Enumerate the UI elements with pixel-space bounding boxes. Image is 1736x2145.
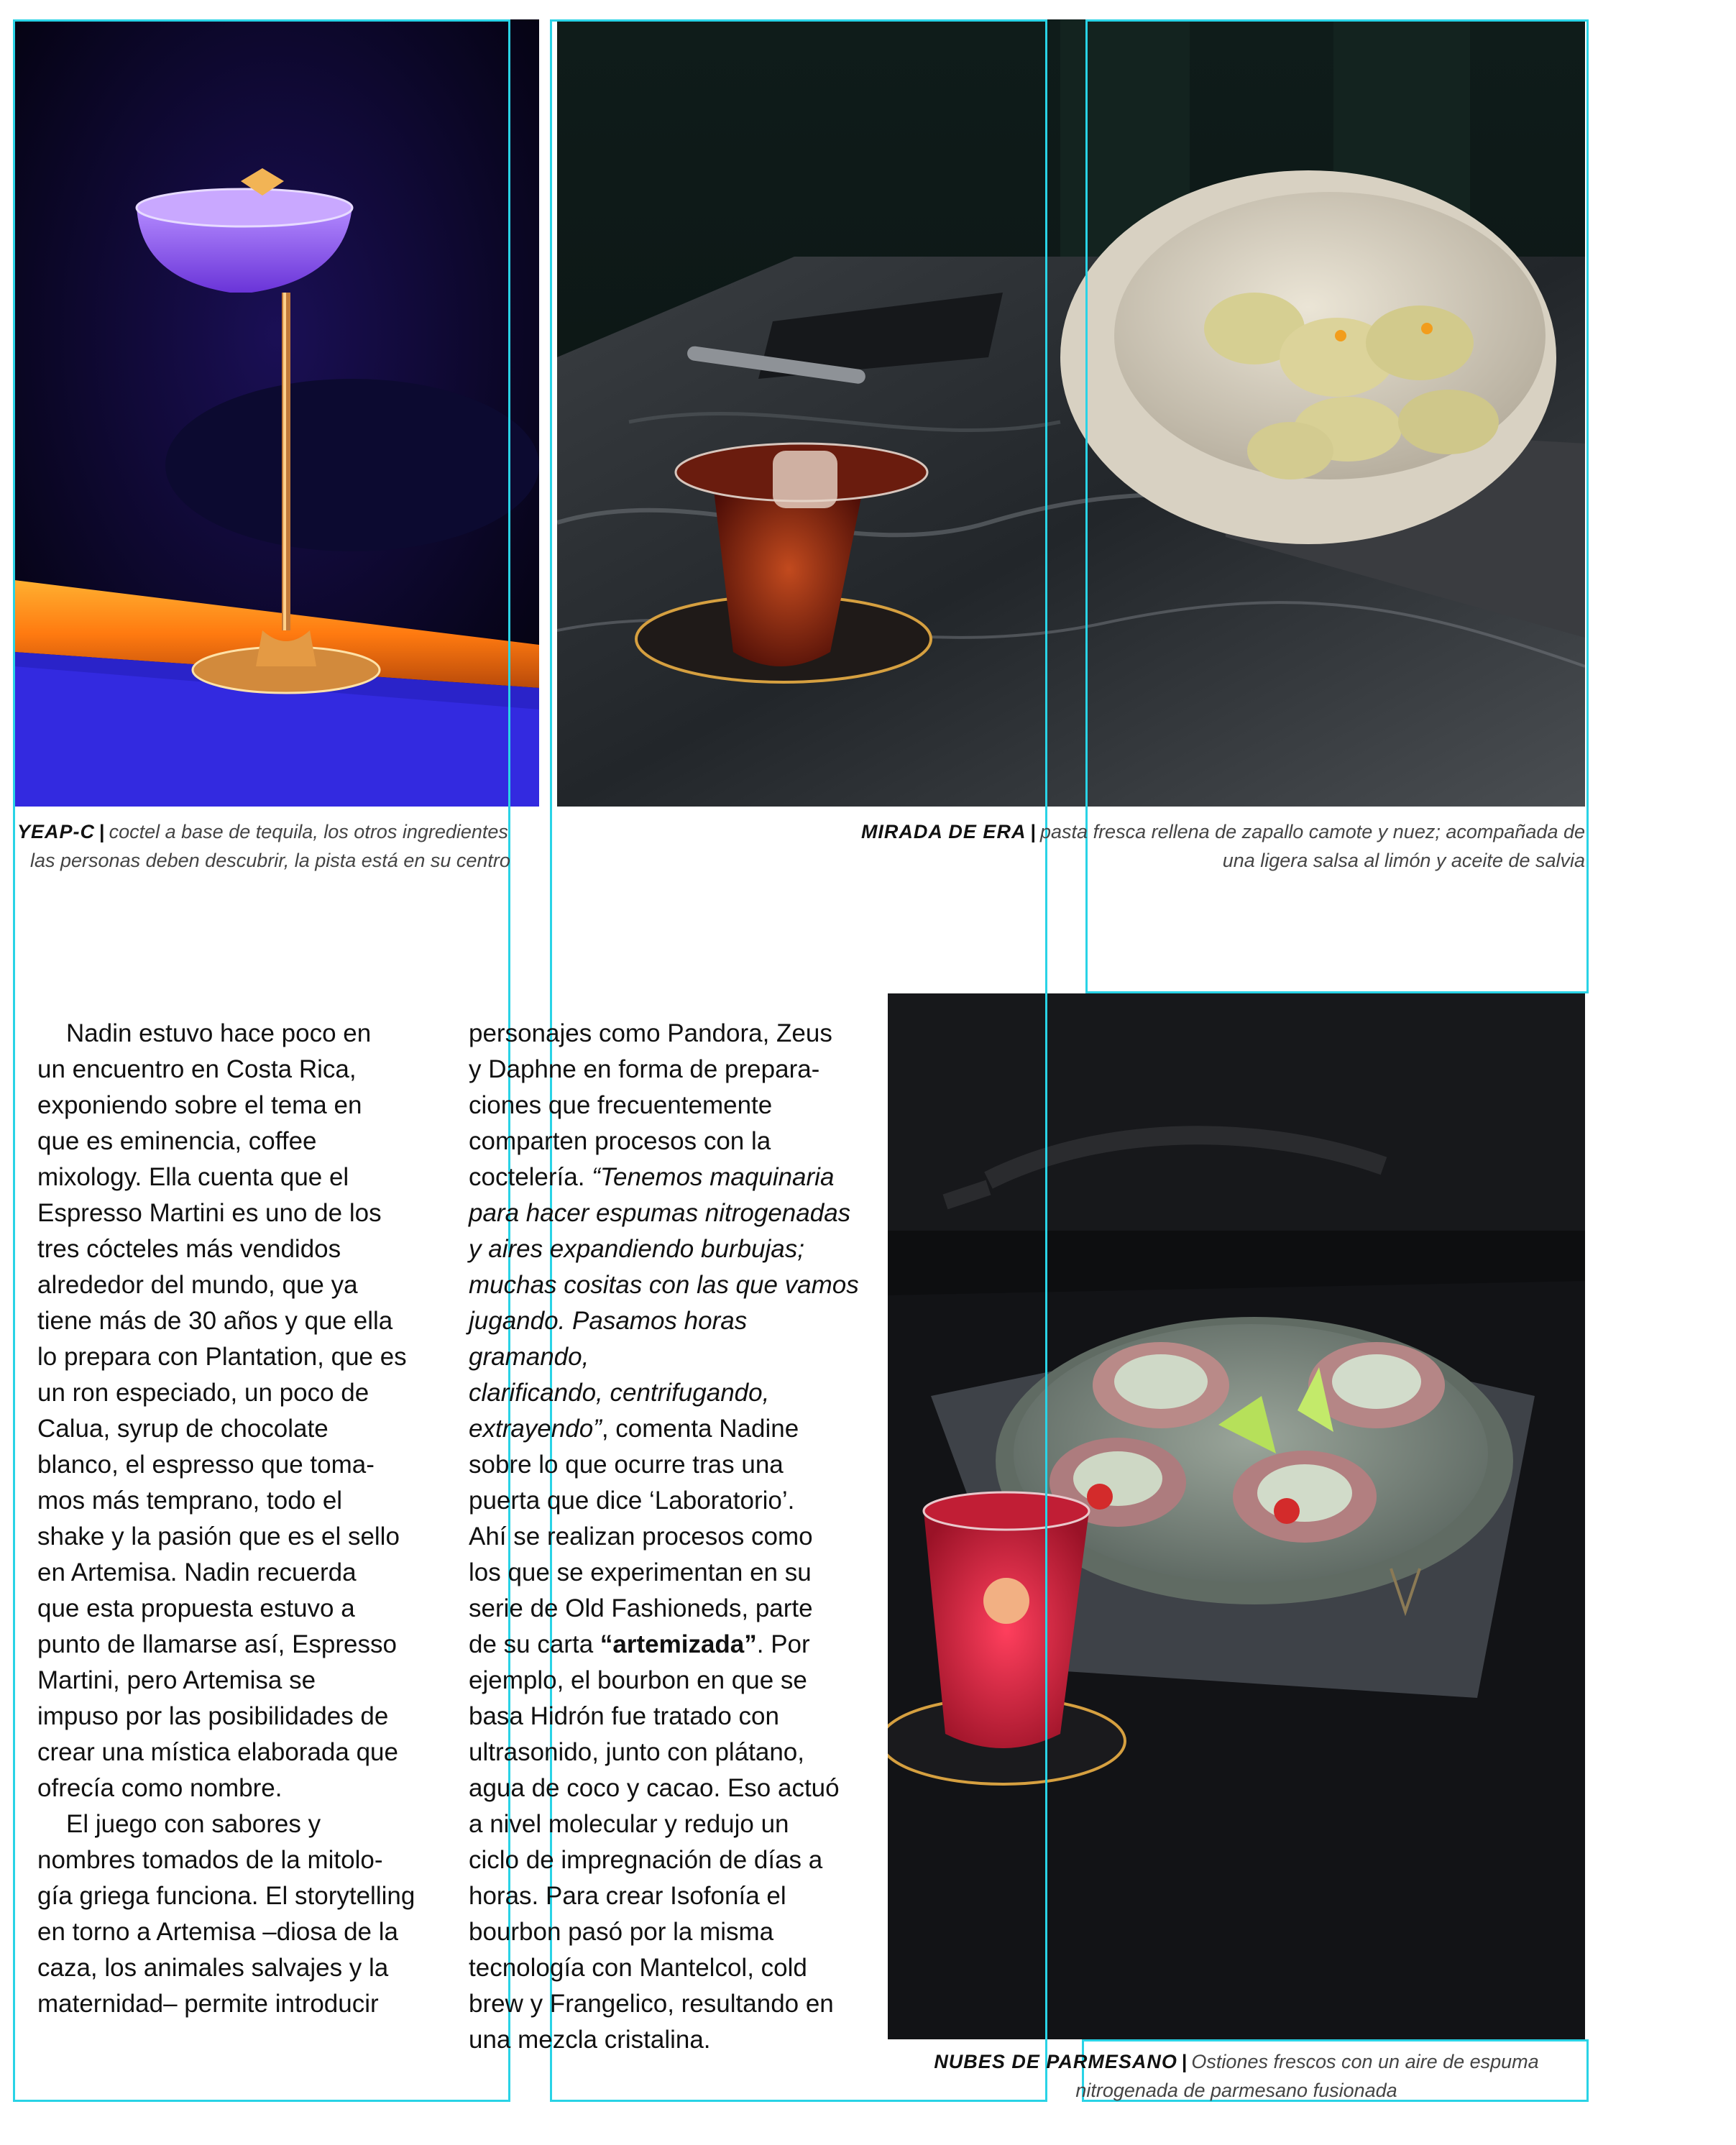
body-line: Calua, syrup de chocolate [37, 1415, 329, 1443]
body-line: bourbon pasó por la misma [469, 1918, 774, 1946]
body-line: un ron especiado, un poco de [37, 1379, 369, 1407]
body-line [469, 1303, 871, 1375]
caption-title: NUBES DE PARMESANO [934, 2051, 1177, 2072]
body-line: exponiendo sobre el tema en [37, 1091, 362, 1119]
caption-mirada-de-era [719, 817, 1585, 875]
body-line: ejemplo, el bourbon en que se [469, 1666, 807, 1694]
body-line: Espresso Martini es uno de los [37, 1199, 382, 1227]
body-line: puerta que dice ‘Laboratorio’. [469, 1487, 795, 1515]
body-line: alrededor del mundo, que ya [37, 1271, 358, 1299]
caption-title: YEAP-C [17, 821, 96, 842]
body-line: los que se experimentan en su [469, 1558, 812, 1586]
caption-text: Ostiones frescos con un aire de espuma [1191, 2051, 1539, 2072]
body-line: un encuentro en Costa Rica, [37, 1055, 357, 1083]
body-line: sobre lo que ocurre tras una [469, 1451, 784, 1479]
body-line: caza, los animales salvajes y la [37, 1954, 389, 1982]
quote-text: para hacer espumas nitrogenadas [469, 1199, 851, 1227]
caption-title: MIRADA DE ERA [860, 821, 1027, 842]
body-line: lo prepara con Plantation, que es [37, 1343, 407, 1371]
caption-nubes-de-parmesano [888, 2047, 1585, 2105]
caption-separator: | [1181, 2051, 1188, 2072]
body-line: horas. Para crear Isofonía el [469, 1882, 786, 1910]
pasta-bowl-photo [557, 19, 1585, 807]
body-line [469, 1375, 871, 1411]
body-line: punto de llamarse así, Espresso [37, 1630, 397, 1658]
caption-text-line: una ligera salsa al limón y aceite de salvia [1222, 850, 1585, 871]
photo-mirada-de-era [557, 19, 1585, 807]
body-line: ofrecía como nombre. [37, 1774, 283, 1802]
body-line [469, 1411, 871, 1447]
quote-text: extrayendo” [469, 1415, 602, 1443]
body-line: ciones que frecuentemente [469, 1091, 773, 1119]
body-line: tiene más de 30 años y que ella [37, 1307, 393, 1335]
body-line: crear una mística elaborada que [37, 1738, 398, 1766]
body-line: ciclo de impregnación de días a [469, 1846, 823, 1874]
body-line [469, 1267, 871, 1303]
body-line: ultrasonido, junto con plátano, [469, 1738, 804, 1766]
caption-text-line: nitrogenada de parmesano fusionada [1075, 2080, 1397, 2101]
caption-text: coctel a base de tequila, los otros ingredientes [109, 821, 508, 842]
caption-separator: | [99, 821, 105, 842]
coupe-glass-photo [14, 19, 539, 807]
quote-text: “Tenemos maquinaria [592, 1163, 835, 1191]
body-line [469, 1231, 871, 1267]
body-line [469, 1195, 871, 1231]
quote-text: y aires expandiendo burbujas; [469, 1235, 804, 1263]
body-text: de su carta [469, 1630, 600, 1658]
body-line: basa Hidrón fue tratado con [469, 1702, 779, 1730]
body-text: , comenta Nadine [601, 1415, 799, 1443]
body-line: tecnología con Mantelcol, cold [469, 1954, 807, 1982]
body-line: shake y la pasión que es el sello [37, 1522, 400, 1551]
body-line: personajes como Pandora, Zeus [469, 1019, 832, 1047]
body-text: coctelería. [469, 1163, 592, 1191]
quote-text: muchas cositas con las que vamos [469, 1271, 859, 1299]
body-column-1 [37, 1016, 469, 2022]
caption-separator: | [1030, 821, 1037, 842]
body-line: gía griega funciona. El storytelling [37, 1882, 415, 1910]
emphasis-text: “artemizada” [600, 1630, 757, 1658]
body-line: comparten procesos con la [469, 1127, 771, 1155]
photo-yeap-c-cocktail [14, 19, 539, 807]
body-line [469, 1159, 871, 1195]
body-line: El juego con sabores y [66, 1810, 321, 1838]
caption-yeap-c [17, 817, 542, 875]
body-line: agua de coco y cacao. Eso actuó [469, 1774, 840, 1802]
caption-text-line: las personas deben descubrir, la pista está en su centro [30, 850, 510, 871]
body-column-2 [469, 1016, 871, 2058]
caption-text: pasta fresca rellena de zapallo camote y nuez; acompañada de [1040, 821, 1585, 842]
quote-text: jugando. Pasamos horas gramando, [469, 1307, 748, 1371]
body-line: en Artemisa. Nadin recuerda [37, 1558, 357, 1586]
body-line [469, 1627, 871, 1663]
body-line: que esta propuesta estuvo a [37, 1594, 355, 1622]
body-line: Ahí se realizan procesos como [469, 1522, 813, 1551]
body-text: . Por [756, 1630, 810, 1658]
body-line: maternidad– permite introducir [37, 1990, 379, 2018]
quote-text: clarificando, centrifugando, [469, 1379, 770, 1407]
photo-nubes-de-parmesano [888, 993, 1585, 2039]
body-line: Martini, pero Artemisa se [37, 1666, 316, 1694]
body-line: impuso por las posibilidades de [37, 1702, 389, 1730]
body-line: tres cócteles más vendidos [37, 1235, 341, 1263]
body-line: que es eminencia, coffee [37, 1127, 317, 1155]
body-line: en torno a Artemisa –diosa de la [37, 1918, 398, 1946]
body-line: a nivel molecular y redujo un [469, 1810, 789, 1838]
body-line: una mezcla cristalina. [469, 2026, 711, 2054]
body-line: y Daphne en forma de prepara- [469, 1055, 820, 1083]
body-line: mixology. Ella cuenta que el [37, 1163, 349, 1191]
body-line: mos más temprano, todo el [37, 1487, 343, 1515]
body-line: blanco, el espresso que toma- [37, 1451, 375, 1479]
body-line: Nadin estuvo hace poco en [66, 1019, 372, 1047]
body-line: nombres tomados de la mitolo- [37, 1846, 383, 1874]
body-line: serie de Old Fashioneds, parte [469, 1594, 813, 1622]
body-line: brew y Frangelico, resultando en [469, 1990, 834, 2018]
scallops-plate-photo [888, 993, 1585, 2039]
